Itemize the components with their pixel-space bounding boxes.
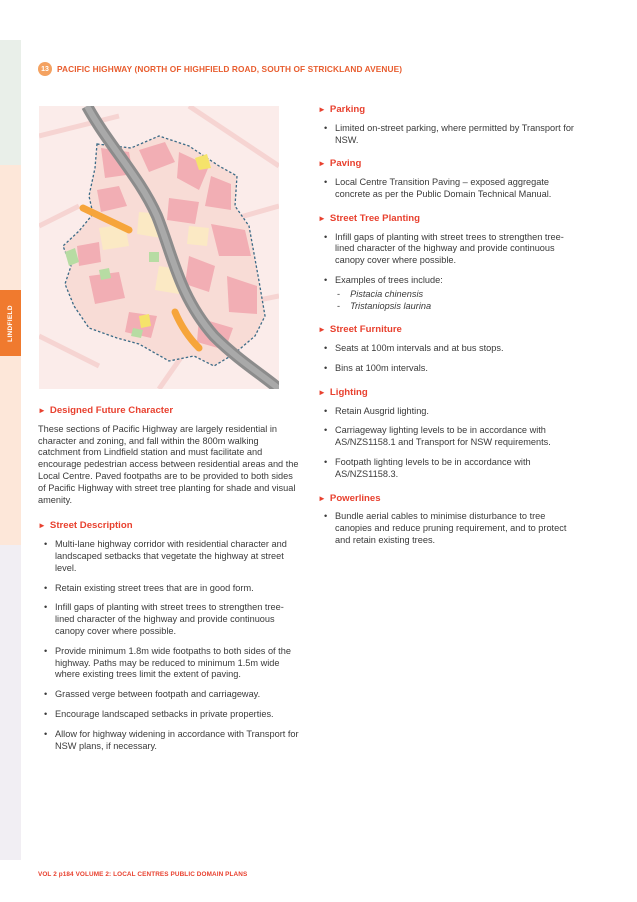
designed-future-character-text: These sections of Pacific Highway are largely residential in character and zoning, and fall within the 800m walking catchment from Lindfield station and must facilitate and encourage pedestrian access between residential areas and the Local Centre. Paved footpaths are to be provided to both sides of Pacific Highway with street tree planting for shade and visual amenity. — [38, 423, 299, 505]
site-map-drawing — [39, 106, 279, 389]
section-number-badge: 13 — [38, 62, 52, 76]
tree-examples-label: Examples of trees include: — [335, 274, 443, 285]
paving-heading: ► Paving — [318, 158, 362, 170]
street-furniture-list — [318, 343, 583, 375]
list-item: • Retain existing street trees that are in good form. — [38, 583, 303, 595]
street-furniture-heading: ► Street Furniture — [318, 324, 402, 336]
list-item: • Retain Ausgrid lighting. — [318, 406, 583, 418]
side-strip-top — [0, 40, 21, 165]
section-title: PACIFIC HIGHWAY (NORTH OF HIGHFIELD ROAD, SOUTH OF STRICKLAND AVENUE) — [57, 64, 403, 74]
site-map — [39, 106, 279, 389]
parking-list — [318, 123, 583, 147]
list-item: • Multi-lane highway corridor with residential character and landscaped setbacks that vegetate the highway at street level. — [38, 539, 303, 574]
lighting-heading: ► Lighting — [318, 386, 368, 398]
list-item: • Seats at 100m intervals and at bus stops. — [318, 343, 583, 355]
designed-future-character-heading: ► Designed Future Character — [38, 405, 174, 416]
list-item: • Grassed verge between footpath and carriageway. — [38, 689, 303, 701]
tree-species-item: - Pistacia chinensis — [337, 288, 424, 299]
powerlines-heading: ► Powerlines — [318, 492, 381, 504]
arrow-icon: ► — [318, 387, 326, 397]
list-item: • Footpath lighting levels to be in accordance with AS/NZS1158.3. — [318, 457, 583, 481]
street-tree-planting-list — [318, 232, 583, 313]
arrow-icon: ► — [318, 213, 326, 223]
list-item: • Limited on-street parking, where permitted by Transport for NSW. — [318, 123, 583, 147]
section-header — [38, 62, 402, 76]
lighting-list — [318, 406, 583, 481]
street-description-heading: ► Street Description — [38, 520, 133, 532]
list-item: • Infill gaps of planting with street trees to strengthen tree-lined character of the highway and provide continuous canopy cover where possible. — [318, 232, 583, 267]
list-item — [318, 275, 583, 312]
arrow-icon: ► — [318, 159, 326, 169]
list-item: • Provide minimum 1.8m wide footpaths to both sides of the highway. Paths may be reduced to minimum 1.5m wide where existing trees limit the extent of paving. — [38, 646, 303, 681]
side-tab-label: LINDFIELD — [7, 304, 14, 342]
arrow-icon: ► — [318, 105, 326, 114]
powerlines-list — [318, 511, 583, 546]
side-tab-lindfield — [0, 290, 21, 356]
arrow-icon: ► — [318, 325, 326, 335]
parking-heading: ► Parking — [318, 104, 366, 115]
page-footer: VOL 2 p184 VOLUME 2: LOCAL CENTRES PUBLIC DOMAIN PLANS — [38, 871, 248, 878]
arrow-icon: ► — [38, 521, 46, 531]
list-item: • Allow for highway widening in accordance with Transport for NSW plans, if necessary. — [38, 729, 303, 753]
list-item: • Bundle aerial cables to minimise disturbance to tree canopies and reduce pruning requirement, and to protect and retain existing trees. — [318, 511, 583, 546]
list-item: • Local Centre Transition Paving – exposed aggregate concrete as per the Public Domain Technical Manual. — [318, 177, 583, 201]
side-strip-bottom — [0, 545, 21, 860]
street-description-list — [38, 539, 303, 752]
tree-species-item: - Tristaniopsis laurina — [337, 300, 432, 311]
list-item: • Carriageway lighting levels to be in accordance with AS/NZS1158.1 and Transport for NSW requirements. — [318, 425, 583, 449]
arrow-icon: ► — [318, 493, 326, 503]
arrow-icon: ► — [38, 406, 46, 415]
left-column — [38, 405, 303, 764]
paving-list — [318, 177, 583, 201]
list-item: • Encourage landscaped setbacks in private properties. — [38, 709, 303, 721]
list-item: • Bins at 100m intervals. — [318, 363, 583, 375]
tree-species-list — [335, 289, 583, 313]
right-column — [318, 104, 583, 559]
street-tree-planting-heading: ► Street Tree Planting — [318, 212, 421, 224]
list-item: • Infill gaps of planting with street trees to strengthen tree-lined character of the highway and provide continuous canopy cover where possible. — [38, 602, 303, 637]
